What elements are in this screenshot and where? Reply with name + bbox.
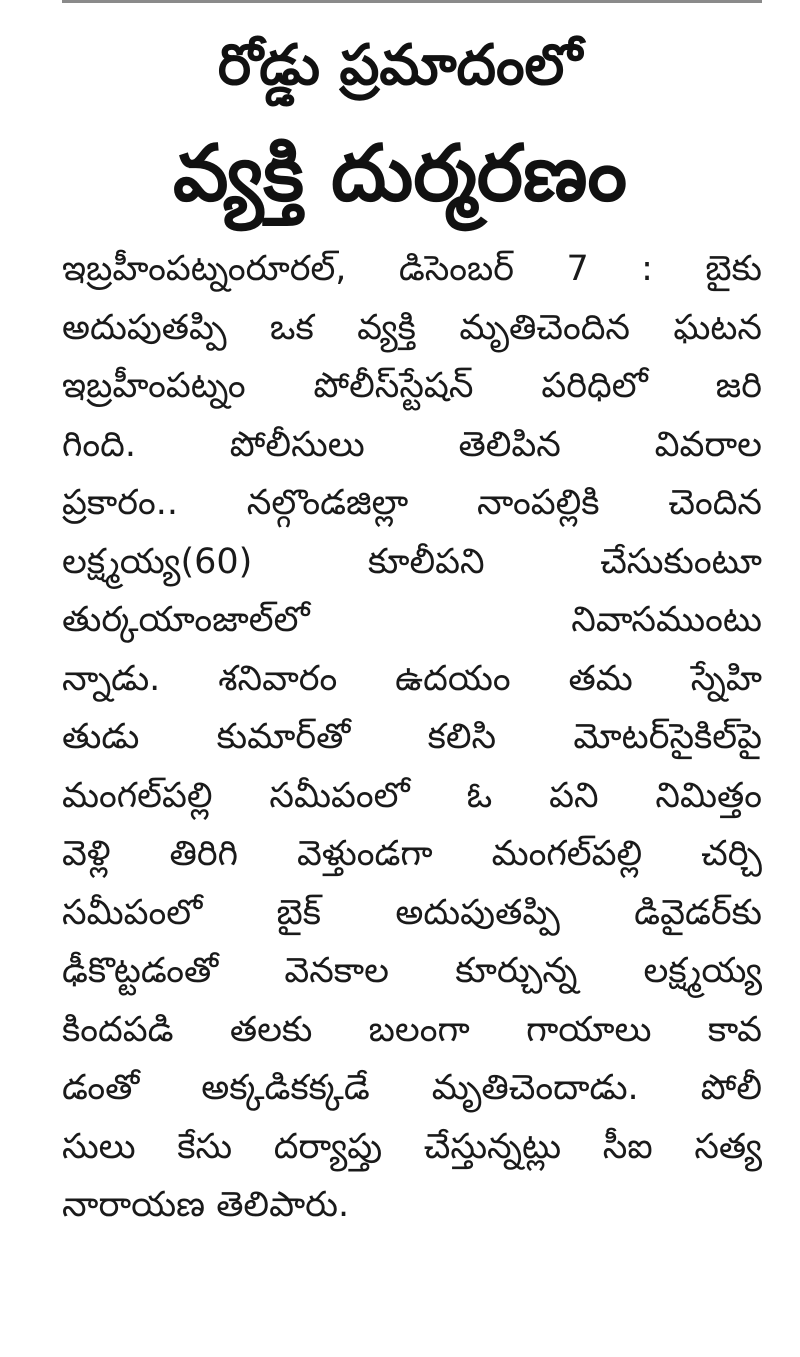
article-line: డంతో అక్కడికక్కడే మృతిచెందాడు. పోలీ: [62, 1068, 762, 1108]
article-line: నారాయణ తెలిపారు.: [62, 1185, 350, 1225]
article-line: లక్ష్మయ్య(60) కూలీపని చేసుకుంటూ: [62, 541, 762, 582]
article-line: అదుపుతప్పి ఒక వ్యక్తి మృతిచెందిన ఘటన: [62, 307, 762, 348]
article-line: సమీపంలో బైక్ అదుపుతప్పి డివైడర్‌కు: [62, 892, 762, 933]
article-line: సులు కేసు దర్యాప్తు చేస్తున్నట్లు సీఐ సత్య: [62, 1126, 762, 1167]
headline-kicker: రోడ్డు ప్రమాదంలో: [217, 33, 583, 98]
article-line: గింది. పోలీసులు తెలిపిన వివరాల: [62, 424, 762, 465]
article-line: తుర్కయాంజాల్‌లో నివాసముంటు: [62, 600, 762, 640]
article-line: న్నాడు. శనివారం ఉదయం తమ స్నేహి: [62, 658, 762, 699]
article-line: కిందపడి తలకు బలంగా గాయాలు కావ: [62, 1009, 762, 1050]
headline-main: వ్యక్తి దుర్మరణం: [172, 129, 628, 219]
top-rule: [62, 0, 762, 3]
article-line: మంగల్‌పల్లి సమీపంలో ఓ పని నిమిత్తం: [62, 775, 762, 816]
article-line: తుడు కుమార్‌తో కలిసి మోటర్‌సైకిల్‌పై: [62, 717, 762, 757]
article-line: ఇబ్రహీంపట్నం పోలీస్‌స్టేషన్ పరిధిలో జరి: [62, 366, 762, 406]
article-line: వెళ్లి తిరిగి వెళ్తుండగా మంగల్‌పల్లి చర్చి: [62, 834, 762, 874]
article-line: ఢీకొట్టడంతో వెనకాల కూర్చున్న లక్ష్మయ్య: [62, 951, 762, 991]
article-body: [62, 240, 762, 1235]
article-line: ఇబ్రహీంపట్నంరూరల్, డిసెంబర్ 7 : బైకు: [62, 249, 762, 289]
article-line: ప్రకారం.. నల్గొండజిల్లా నాంపల్లికి చెందిన: [62, 483, 762, 523]
